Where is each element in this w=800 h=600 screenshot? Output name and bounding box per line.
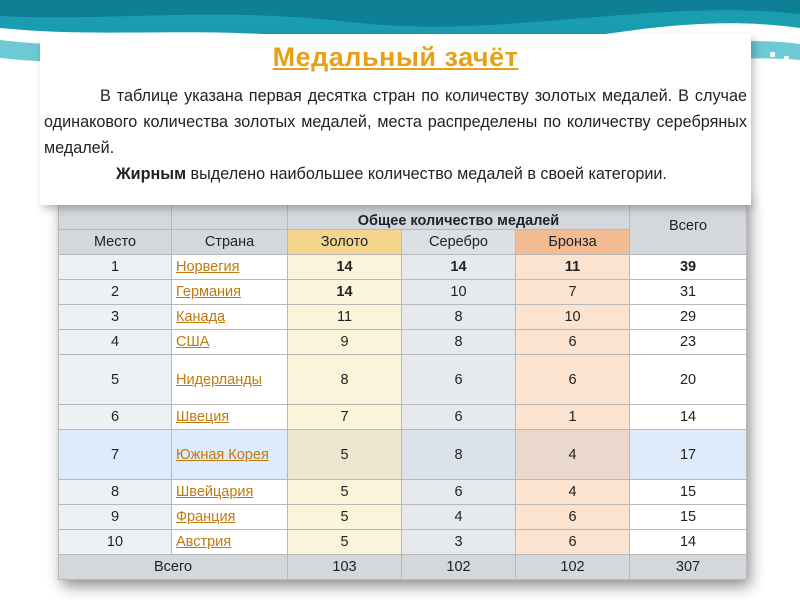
- country-link[interactable]: Норвегия: [176, 259, 240, 275]
- place-cell: 2: [59, 280, 172, 305]
- bronze-cell: 6: [516, 505, 630, 530]
- place-cell: 9: [59, 505, 172, 530]
- country-cell: [172, 355, 288, 405]
- total-cell: 39: [630, 255, 747, 280]
- gold-cell: 8: [288, 355, 402, 405]
- summary-silver: 102: [402, 555, 516, 580]
- caption-bold-word: Жирным: [116, 165, 187, 183]
- summary-row: [59, 555, 747, 580]
- country-cell: [172, 530, 288, 555]
- place-cell: 8: [59, 480, 172, 505]
- place-cell: 4: [59, 330, 172, 355]
- table-row: [59, 530, 747, 555]
- country-link[interactable]: Швейцария: [176, 484, 254, 500]
- country-link[interactable]: Южная Корея: [176, 446, 269, 463]
- country-link[interactable]: Нидерланды: [176, 371, 263, 388]
- country-link[interactable]: Австрия: [176, 534, 232, 550]
- silver-cell: 8: [402, 330, 516, 355]
- country-cell: [172, 430, 288, 480]
- table-row: [59, 280, 747, 305]
- place-cell: 5: [59, 355, 172, 405]
- column-header-bronze: Бронза: [516, 230, 630, 255]
- silver-cell: 8: [402, 305, 516, 330]
- medal-table: [58, 196, 747, 580]
- gold-cell: 5: [288, 505, 402, 530]
- country-link[interactable]: Франция: [176, 509, 236, 525]
- bronze-cell: 4: [516, 430, 630, 480]
- gold-cell: 9: [288, 330, 402, 355]
- caption-intro-text: В таблице указана первая десятка стран по количеству золотых медалей. В случае одинакового количества золотых медалей, места распределены по количеству серебряных медалей.: [44, 87, 747, 157]
- silver-cell: 3: [402, 530, 516, 555]
- summary-total: 307: [630, 555, 747, 580]
- gold-cell: 7: [288, 405, 402, 430]
- place-cell: 10: [59, 530, 172, 555]
- total-cell: 23: [630, 330, 747, 355]
- decorative-dot: [776, 68, 781, 73]
- country-link[interactable]: Канада: [176, 309, 226, 325]
- summary-bronze: 102: [516, 555, 630, 580]
- silver-cell: 6: [402, 480, 516, 505]
- gold-cell: 5: [288, 480, 402, 505]
- bronze-cell: 6: [516, 530, 630, 555]
- country-cell: [172, 405, 288, 430]
- table-row: [59, 405, 747, 430]
- country-cell: [172, 505, 288, 530]
- silver-cell: 14: [402, 255, 516, 280]
- total-cell: 29: [630, 305, 747, 330]
- total-cell: 31: [630, 280, 747, 305]
- country-link[interactable]: США: [176, 334, 210, 350]
- summary-label: Всего: [59, 555, 288, 580]
- silver-cell: 6: [402, 405, 516, 430]
- table-row: [59, 505, 747, 530]
- country-link[interactable]: Швеция: [176, 409, 230, 425]
- table-row: [59, 330, 747, 355]
- country-cell: [172, 480, 288, 505]
- place-cell: 1: [59, 255, 172, 280]
- bronze-cell: 1: [516, 405, 630, 430]
- country-cell: [172, 305, 288, 330]
- silver-cell: 8: [402, 430, 516, 480]
- silver-cell: 10: [402, 280, 516, 305]
- gold-cell: 5: [288, 430, 402, 480]
- medal-table-container: [58, 196, 746, 580]
- place-cell: 6: [59, 405, 172, 430]
- bronze-cell: 6: [516, 330, 630, 355]
- table-row: [59, 305, 747, 330]
- caption-paragraph: [44, 161, 747, 187]
- bronze-cell: 10: [516, 305, 630, 330]
- bronze-cell: 7: [516, 280, 630, 305]
- caption-note-text: выделено наибольшее количество медалей в своей категории.: [186, 165, 667, 183]
- place-cell: 7: [59, 430, 172, 480]
- table-row-highlighted: [59, 430, 747, 480]
- gold-cell: 5: [288, 530, 402, 555]
- silver-cell: 6: [402, 355, 516, 405]
- column-header-silver: Серебро: [402, 230, 516, 255]
- country-cell: [172, 255, 288, 280]
- column-header-place: Место: [59, 230, 172, 255]
- bronze-cell: 6: [516, 355, 630, 405]
- decorative-dot: [770, 52, 775, 57]
- total-cell: 14: [630, 405, 747, 430]
- country-link[interactable]: Германия: [176, 284, 242, 300]
- table-row: [59, 255, 747, 280]
- caption-paragraph: [44, 83, 747, 161]
- column-header-gold: Золото: [288, 230, 402, 255]
- table-row: [59, 355, 747, 405]
- gold-cell: 11: [288, 305, 402, 330]
- column-header-total: Всего: [630, 197, 747, 255]
- total-cell: 15: [630, 505, 747, 530]
- place-cell: 3: [59, 305, 172, 330]
- column-header-country: Страна: [172, 230, 288, 255]
- page-title: Медальный зачёт: [272, 42, 519, 72]
- summary-gold: 103: [288, 555, 402, 580]
- bronze-cell: 11: [516, 255, 630, 280]
- total-cell: 15: [630, 480, 747, 505]
- decorative-dot: [784, 56, 789, 61]
- caption-box: [40, 34, 751, 205]
- gold-cell: 14: [288, 255, 402, 280]
- total-cell: 20: [630, 355, 747, 405]
- table-row: [59, 480, 747, 505]
- group-header-total-medals: Общее количество медалей: [288, 197, 630, 230]
- total-cell: 14: [630, 530, 747, 555]
- gold-cell: 14: [288, 280, 402, 305]
- country-cell: [172, 280, 288, 305]
- bronze-cell: 4: [516, 480, 630, 505]
- total-cell: 17: [630, 430, 747, 480]
- country-cell: [172, 330, 288, 355]
- silver-cell: 4: [402, 505, 516, 530]
